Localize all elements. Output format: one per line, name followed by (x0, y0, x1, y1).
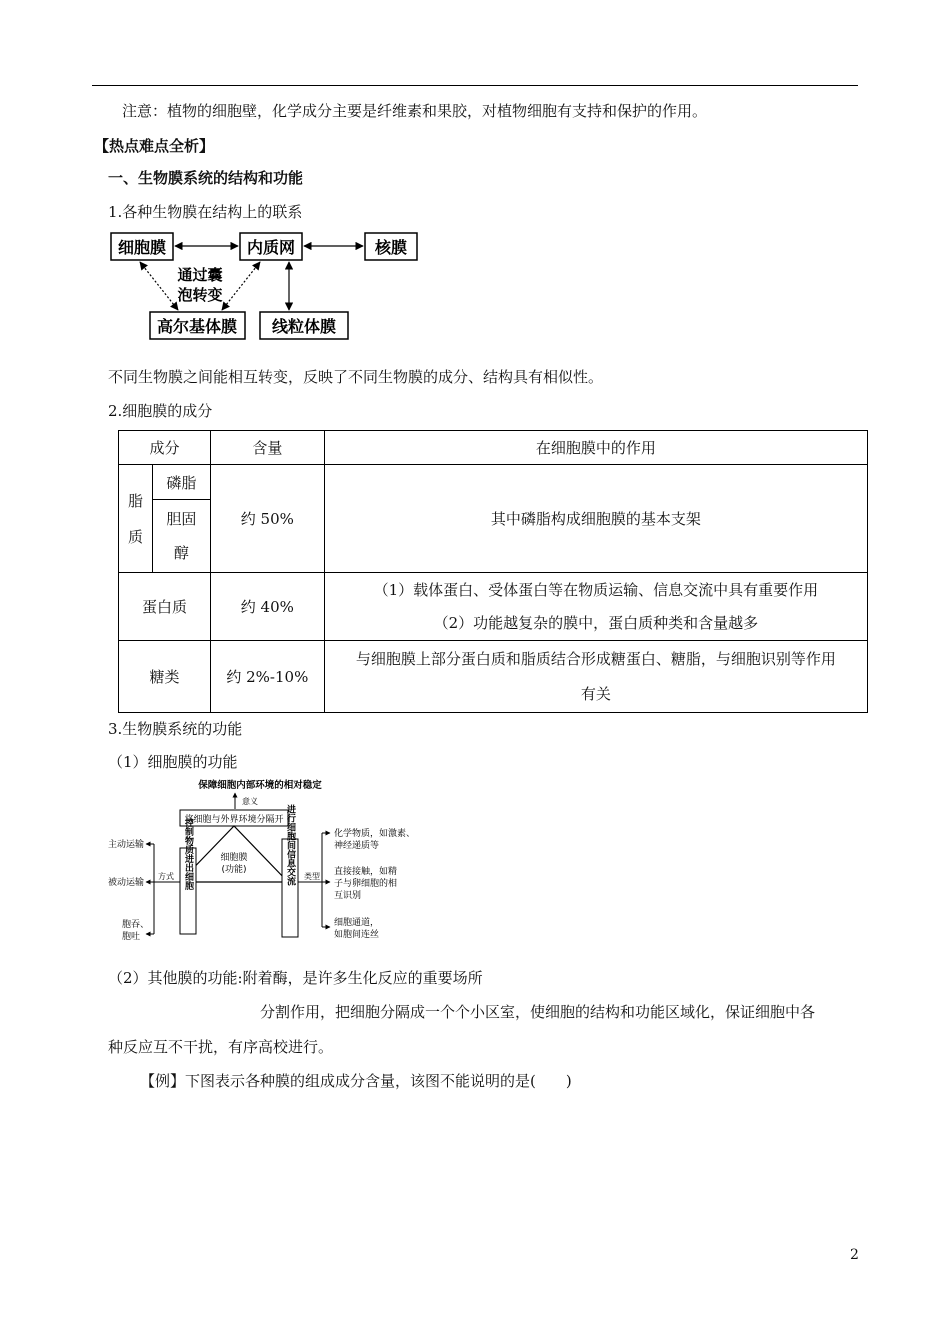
contact-3: 互识别 (334, 891, 362, 901)
page-number: 2 (850, 1247, 859, 1263)
phospholipid-cell: 磷脂 (152, 465, 210, 500)
type-label: 类型 (304, 872, 320, 881)
header-role: 在细胞膜中的作用 (324, 431, 867, 465)
cell-membrane-label: 细胞膜 (117, 238, 167, 257)
protein-cell: 蛋白质 (119, 573, 211, 641)
channel-1: 细胞通道， (334, 918, 380, 928)
vesicle-label-1: 通过囊 (177, 266, 223, 284)
sugar-role-cell (324, 641, 867, 713)
chol-line-1: 胆固 (166, 510, 197, 528)
meaning-label: 意义 (242, 797, 258, 806)
sub3-title: 3.生物膜系统的功能 (108, 720, 243, 738)
sugar-role-1: 与细胞膜上部分蛋白质和脂质结合形成糖蛋白、糖脂，与细胞识别等作用 (355, 649, 836, 668)
center-label-1: 细胞膜 (220, 853, 248, 863)
sub3-2b-line1: 分割作用，把细胞分隔成一个个小区室，使细胞的结构和功能区域化，保证细胞中各 (260, 1003, 816, 1021)
contact-2: 子与卵细胞的相 (334, 879, 398, 889)
protein-role-cell (324, 573, 867, 641)
active-transport: 主动运输 (108, 840, 145, 850)
sub3-2-text: （2）其他膜的功能:附着酶，是许多生化反应的重要场所 (108, 969, 483, 987)
method-label: 方式 (158, 872, 174, 881)
note-text: 注意：植物的细胞壁，化学成分主要是纤维素和果胶，对植物细胞有支持和保护的作用。 (122, 102, 708, 120)
example-question: 【例】下图表示各种膜的组成成分含量，该图不能说明的是( ) (140, 1072, 572, 1090)
table-row (119, 641, 868, 713)
cell-membrane-function-diagram (100, 775, 430, 945)
protein-role-2: （2）功能越复杂的膜中，蛋白质种类和含量越多 (433, 613, 759, 632)
channel-2: 如胞间连丝 (334, 930, 380, 940)
lipid-cell (119, 465, 153, 573)
golgi-label: 高尔基体膜 (156, 317, 238, 336)
arrow-er-golgi (222, 262, 260, 310)
arrow-cell-golgi (140, 262, 178, 310)
center-label-2: (功能) (221, 865, 247, 875)
lipid-amount-cell: 约 50% (210, 465, 324, 573)
top-text: 保障细胞内部环境的相对稳定 (198, 780, 322, 791)
membrane-composition-table (118, 430, 868, 713)
sub1-text: 不同生物膜之间能相互转变，反映了不同生物膜的成分、结构具有相似性。 (108, 368, 604, 386)
sugar-cell: 糖类 (119, 641, 211, 713)
membrane-relation-diagram (100, 225, 430, 345)
vesicle-label-2: 泡转变 (177, 286, 223, 304)
control-label: 控制物质进出细胞 (183, 818, 193, 890)
table-row (119, 465, 868, 500)
sub3-1-title: （1）细胞膜的功能 (108, 753, 238, 771)
chem-2: 神经递质等 (334, 841, 380, 851)
header-component: 成分 (119, 431, 211, 465)
protein-amount-cell: 约 40% (210, 573, 324, 641)
section1-title: 一、生物膜系统的结构和功能 (108, 169, 304, 187)
mito-label: 线粒体膜 (271, 317, 337, 336)
chem-1: 化学物质，如激素、 (334, 829, 416, 839)
chol-line-2: 醇 (173, 544, 189, 562)
passive-transport: 被动运输 (108, 878, 145, 888)
lipid-role-cell: 其中磷脂构成细胞膜的基本支架 (324, 465, 867, 573)
separate-label: 将细胞与外界环境分隔开 (184, 815, 284, 825)
endo-2: 胞吐 (122, 932, 141, 942)
table-header-row (119, 431, 868, 465)
protein-role-1: （1）载体蛋白、受体蛋白等在物质运输、信息交流中具有重要作用 (373, 580, 819, 599)
info-label: 进行细胞间信息交流 (285, 804, 295, 886)
er-label: 内质网 (246, 238, 296, 257)
header-amount: 含量 (210, 431, 324, 465)
contact-1: 直接接触，如精 (334, 867, 398, 877)
cholesterol-cell (152, 500, 210, 573)
sub1-title: 1.各种生物膜在结构上的联系 (108, 203, 303, 221)
sub2-title: 2.细胞膜的成分 (108, 402, 213, 420)
section-header: 【热点难点全析】 (94, 137, 215, 155)
lipid-char-1: 脂 (127, 491, 143, 510)
sugar-role-2: 有关 (580, 684, 611, 703)
sub3-2b-line2: 种反应互不干扰，有序高校进行。 (108, 1038, 334, 1056)
lipid-char-2: 质 (127, 527, 143, 546)
nuclear-membrane-label: 核膜 (374, 238, 408, 257)
header-rule (92, 85, 858, 86)
table-row (119, 573, 868, 641)
endo-1: 胞吞、 (122, 920, 150, 930)
sugar-amount-cell: 约 2%-10% (210, 641, 324, 713)
